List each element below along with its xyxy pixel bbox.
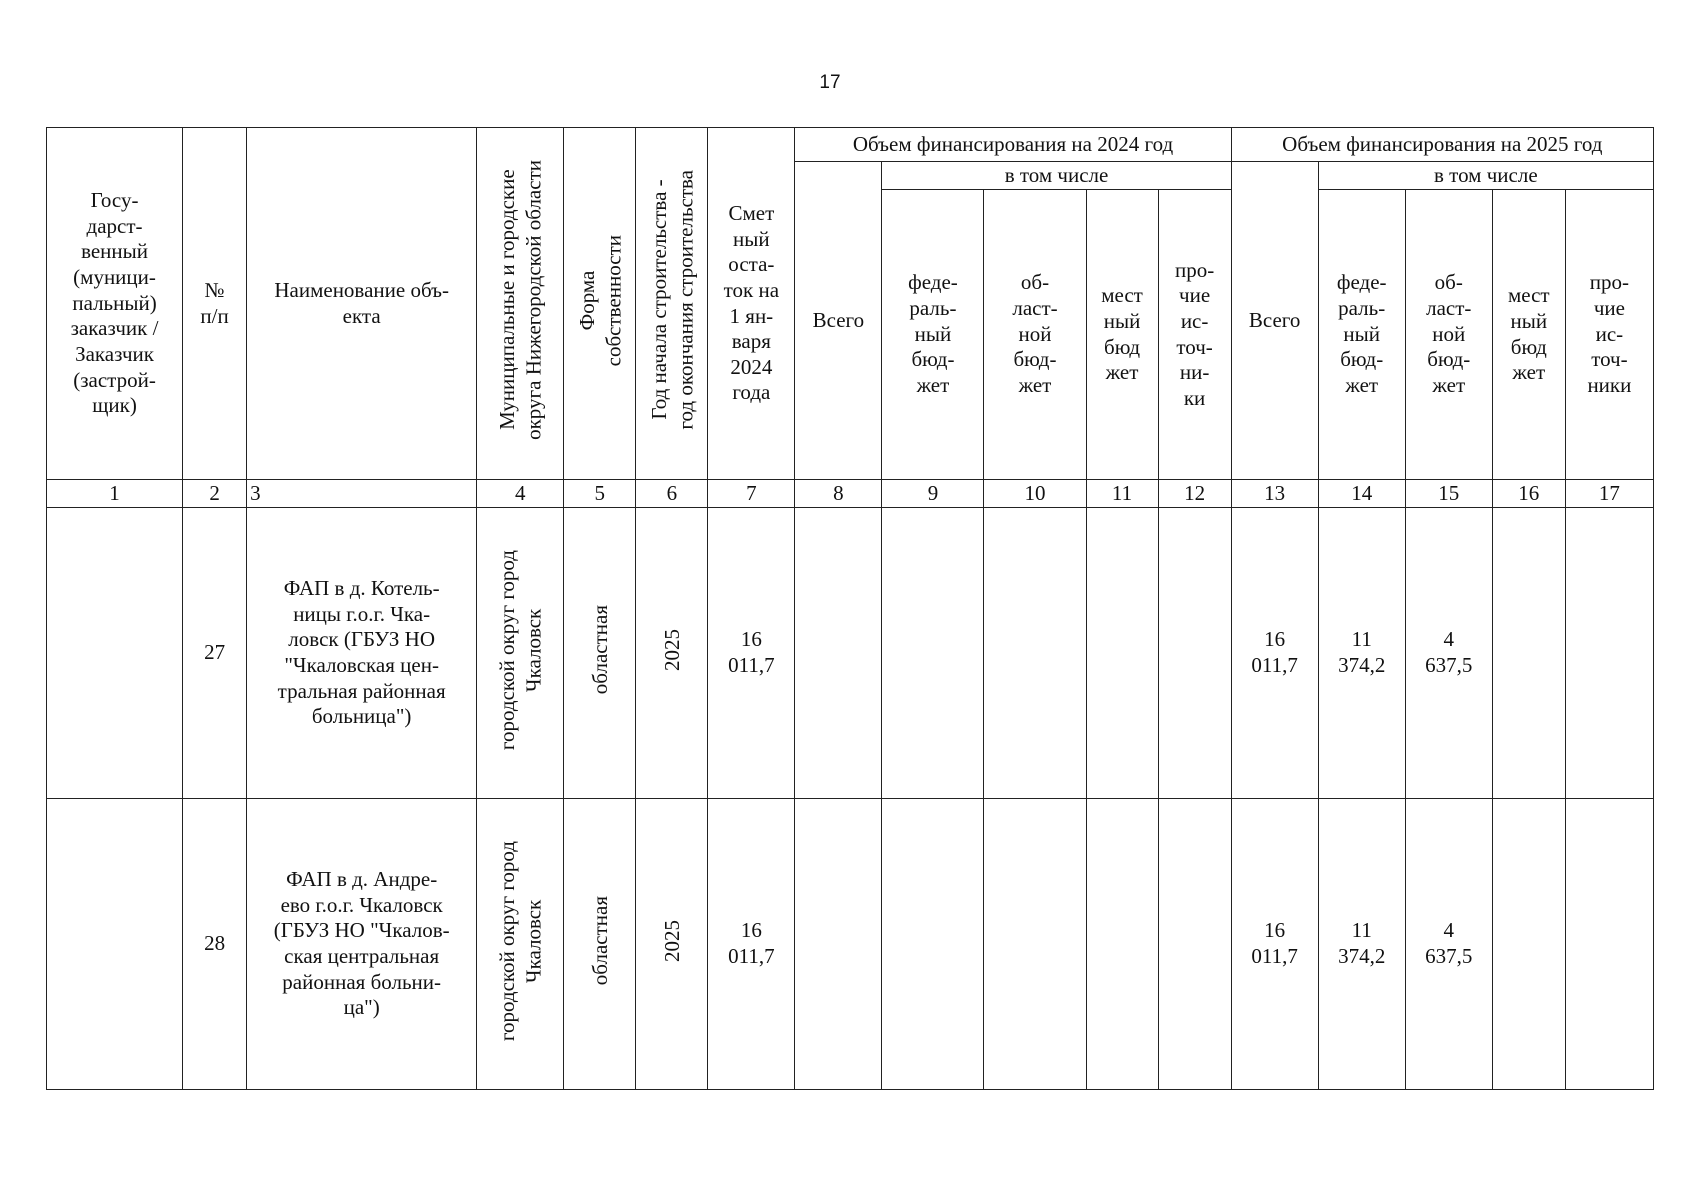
- column-number: 4: [477, 480, 564, 508]
- header-municipality: [477, 128, 564, 480]
- header-other-2025: про- чие ис- точ- ники: [1565, 190, 1653, 480]
- header-local-2025: мест ный бюд жет: [1492, 190, 1565, 480]
- column-number: 16: [1492, 480, 1565, 508]
- header-total-2025: Всего: [1231, 162, 1318, 480]
- cell-total-2024: [795, 799, 882, 1090]
- header-group-2024: Объем финансирования на 2024 год: [795, 128, 1231, 162]
- column-number: 17: [1565, 480, 1653, 508]
- header-other-2024: про- чие ис- точ- ни- ки: [1158, 190, 1231, 480]
- column-number: 14: [1318, 480, 1405, 508]
- cell-years-text: 2025: [659, 919, 684, 962]
- cell-ownership-text: областная: [587, 896, 612, 986]
- cell-years-text: 2025: [659, 628, 684, 671]
- column-number: 7: [708, 480, 795, 508]
- header-total-2024: Всего: [795, 162, 882, 480]
- cell-regional-2024: [984, 508, 1086, 799]
- cell-other-2025: [1565, 799, 1653, 1090]
- header-federal-2024: феде- раль- ный бюд- жет: [882, 190, 984, 480]
- header-ownership-text: Форма собственности: [574, 234, 625, 366]
- header-estimate: Смет ный оста- ток на 1 ян- варя 2024 года: [708, 128, 795, 480]
- header-regional-2024: об- ласт- ной бюд- жет: [984, 190, 1086, 480]
- header-years-text: Год начала строительства - год окончания строительства: [646, 170, 697, 430]
- column-number: 15: [1405, 480, 1492, 508]
- column-number: 1: [47, 480, 183, 508]
- header-customer: Госу- дарст- венный (муници- пальный) заказчик / Заказчик (застрой- щик): [47, 128, 183, 480]
- column-number: 9: [882, 480, 984, 508]
- cell-ownership: [564, 799, 636, 1090]
- column-number: 8: [795, 480, 882, 508]
- cell-object-name: ФАП в д. Андре- ево г.о.г. Чкаловск (ГБУЗ НО "Чкалов- ская центральная районная больни- ца"): [247, 799, 477, 1090]
- header-federal-2025: феде- раль- ный бюд- жет: [1318, 190, 1405, 480]
- cell-federal-2024: [882, 799, 984, 1090]
- financing-table: [46, 127, 1654, 1090]
- cell-estimate: 16 011,7: [708, 799, 795, 1090]
- cell-local-2024: [1086, 799, 1158, 1090]
- cell-object-name: ФАП в д. Котель- ницы г.о.г. Чка- ловск (ГБУЗ НО "Чкаловская цен- тральная районная больница"): [247, 508, 477, 799]
- cell-federal-2024: [882, 508, 984, 799]
- page-number: 17: [819, 72, 841, 93]
- cell-customer: [47, 799, 183, 1090]
- cell-regional-2025: 4 637,5: [1405, 508, 1492, 799]
- cell-municipality-text: городской округ город Чкаловск: [494, 840, 546, 1041]
- header-number: № п/п: [183, 128, 247, 480]
- header-regional-2025: об- ласт- ной бюд- жет: [1405, 190, 1492, 480]
- cell-years: [636, 508, 708, 799]
- cell-local-2025: [1492, 508, 1565, 799]
- cell-total-2025: 16 011,7: [1231, 508, 1318, 799]
- column-number: 6: [636, 480, 708, 508]
- cell-number: 28: [183, 799, 247, 1090]
- cell-total-2025: 16 011,7: [1231, 799, 1318, 1090]
- cell-other-2024: [1158, 508, 1231, 799]
- cell-other-2025: [1565, 508, 1653, 799]
- cell-municipality: [477, 799, 564, 1090]
- column-number-row: [47, 480, 1654, 508]
- cell-municipality: [477, 508, 564, 799]
- cell-other-2024: [1158, 799, 1231, 1090]
- cell-regional-2025: 4 637,5: [1405, 799, 1492, 1090]
- cell-years: [636, 799, 708, 1090]
- header-ownership: [564, 128, 636, 480]
- header-including-2025: в том числе: [1318, 162, 1653, 190]
- cell-customer: [47, 508, 183, 799]
- cell-ownership-text: областная: [587, 605, 612, 695]
- cell-estimate: 16 011,7: [708, 508, 795, 799]
- table-row: [47, 508, 1654, 799]
- header-including-2024: в том числе: [882, 162, 1231, 190]
- cell-local-2025: [1492, 799, 1565, 1090]
- cell-municipality-text: городской округ город Чкаловск: [494, 549, 546, 750]
- header-municipality-text: Муниципальные и городские округа Нижегородской области: [494, 160, 546, 441]
- cell-number: 27: [183, 508, 247, 799]
- header-group-2025: Объем финансирования на 2025 год: [1231, 128, 1653, 162]
- column-number: 5: [564, 480, 636, 508]
- column-number: 12: [1158, 480, 1231, 508]
- cell-regional-2024: [984, 799, 1086, 1090]
- header-object-name: Наименование объ- екта: [247, 128, 477, 480]
- column-number: 3: [247, 480, 477, 508]
- cell-federal-2025: 11 374,2: [1318, 508, 1405, 799]
- header-local-2024: мест ный бюд жет: [1086, 190, 1158, 480]
- column-number: 11: [1086, 480, 1158, 508]
- header-years: [636, 128, 708, 480]
- header-row-groups: [47, 128, 1654, 162]
- cell-total-2024: [795, 508, 882, 799]
- cell-local-2024: [1086, 508, 1158, 799]
- cell-federal-2025: 11 374,2: [1318, 799, 1405, 1090]
- cell-ownership: [564, 508, 636, 799]
- table-row: [47, 799, 1654, 1090]
- column-number: 10: [984, 480, 1086, 508]
- column-number: 2: [183, 480, 247, 508]
- column-number: 13: [1231, 480, 1318, 508]
